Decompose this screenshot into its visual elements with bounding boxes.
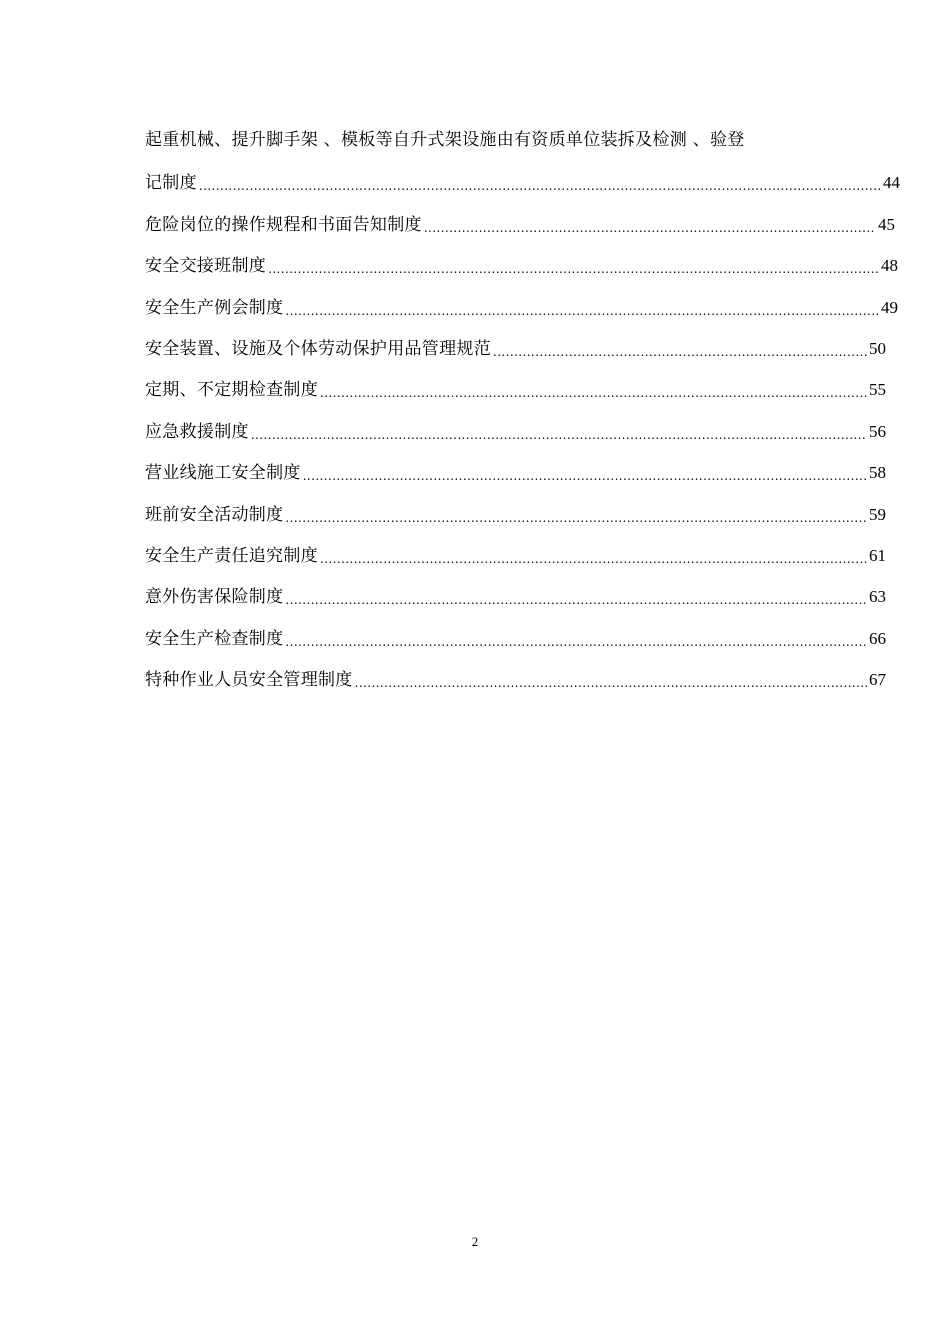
toc-dot-leader	[320, 378, 867, 402]
toc-entry[interactable]	[145, 154, 900, 195]
toc-entry[interactable]	[145, 609, 886, 650]
toc-dot-leader	[285, 627, 867, 651]
toc-entry[interactable]	[145, 527, 886, 568]
toc-entry-page: 67	[869, 670, 886, 690]
toc-entry-page: 49	[881, 297, 898, 317]
toc-entry[interactable]	[145, 195, 895, 236]
toc-entry-title: 班前安全活动制度	[145, 504, 284, 525]
toc-entry-title: 营业线施工安全制度	[145, 463, 301, 484]
toc-entry-title: 安全生产责任追究制度	[145, 545, 318, 566]
toc-entry-title: 记制度	[145, 173, 197, 194]
toc-dot-leader	[424, 213, 876, 237]
toc-dot-leader	[355, 668, 867, 692]
toc-entry[interactable]	[145, 320, 886, 361]
toc-entry-page: 55	[869, 380, 886, 400]
toc-entry[interactable]	[145, 651, 886, 692]
toc-entry-title: 安全生产例会制度	[145, 297, 284, 318]
toc-dot-leader	[303, 461, 867, 485]
toc-entry-page: 66	[869, 628, 886, 648]
toc-dot-leader	[199, 171, 881, 195]
toc-dot-leader	[268, 254, 879, 278]
page-number: 2	[471, 1234, 479, 1249]
toc-entry-page: 44	[883, 173, 900, 193]
toc-entry-title: 安全交接班制度	[145, 256, 267, 277]
toc-dot-leader	[285, 296, 879, 320]
toc-entry-title: 安全装置、设施及个体劳动保护用品管理规范	[145, 338, 491, 359]
toc-entry-title: 安全生产检查制度	[145, 628, 284, 649]
toc-dot-leader	[285, 585, 867, 609]
toc-entry-first-line: 起重机械、提升脚手架 、模板等自升式架设施由有资质单位装拆及检测 、验登	[145, 130, 745, 150]
table-of-contents	[145, 126, 905, 692]
toc-entry-page: 56	[869, 421, 886, 441]
toc-entry[interactable]	[145, 402, 886, 443]
toc-dot-leader	[285, 503, 867, 527]
toc-entry[interactable]	[145, 278, 898, 319]
toc-dot-leader	[493, 337, 867, 361]
toc-entry-page: 59	[869, 504, 886, 524]
toc-entry-page: 58	[869, 463, 886, 483]
toc-entry-page: 45	[878, 214, 895, 234]
toc-entry-page: 61	[869, 545, 886, 565]
toc-entry-title: 特种作业人员安全管理制度	[145, 670, 353, 691]
toc-entry-title: 意外伤害保险制度	[145, 587, 284, 608]
toc-entry-page: 50	[869, 338, 886, 358]
toc-dot-leader	[320, 544, 867, 568]
toc-entry-title: 应急救援制度	[145, 421, 249, 442]
toc-entry-title: 定期、不定期检查制度	[145, 380, 318, 401]
toc-dot-leader	[251, 420, 867, 444]
toc-entry-page: 48	[881, 256, 898, 276]
toc-entry-title: 危险岗位的操作规程和书面告知制度	[145, 214, 422, 235]
toc-entry[interactable]	[145, 485, 886, 526]
toc-entry[interactable]	[145, 237, 898, 278]
toc-entry-page: 63	[869, 587, 886, 607]
toc-entry[interactable]	[145, 444, 886, 485]
toc-entry[interactable]	[145, 568, 886, 609]
toc-entry[interactable]	[145, 361, 886, 402]
